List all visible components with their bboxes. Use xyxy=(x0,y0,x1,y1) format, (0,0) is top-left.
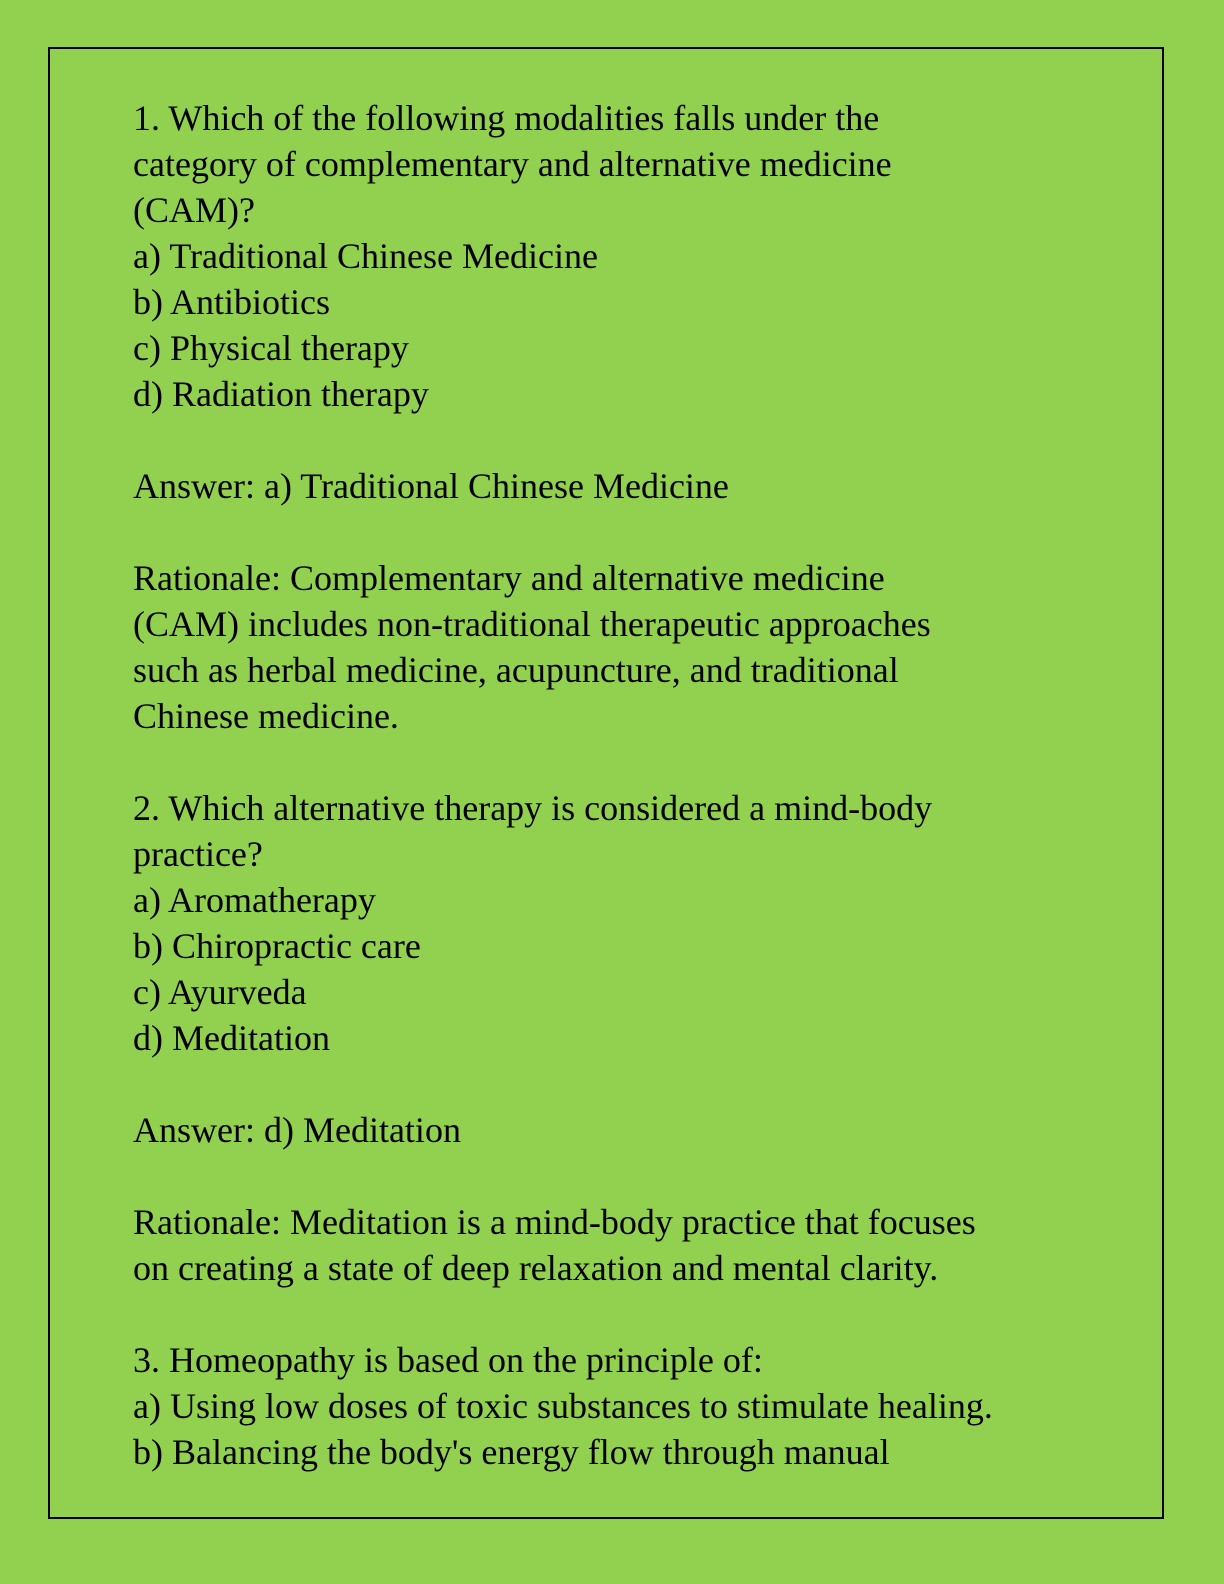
question-2-option-c: c) Ayurveda xyxy=(133,972,307,1012)
question-2-option-d: d) Meditation xyxy=(133,1018,330,1058)
spacer xyxy=(133,509,1123,555)
question-1-rationale-line-2: (CAM) includes non-traditional therapeutic approaches xyxy=(133,604,931,644)
question-3-text-line-1: 3. Homeopathy is based on the principle of: xyxy=(133,1340,763,1380)
question-2-text-line-2: practice? xyxy=(133,834,263,874)
question-2-option-b: b) Chiropractic care xyxy=(133,926,421,966)
question-2-answer: Answer: d) Meditation xyxy=(133,1110,461,1150)
question-1-text-line-2: category of complementary and alternative medicine xyxy=(133,144,892,184)
question-1-option-c: c) Physical therapy xyxy=(133,328,409,368)
spacer xyxy=(133,417,1123,463)
question-1-option-d: d) Radiation therapy xyxy=(133,374,429,414)
spacer xyxy=(133,1291,1123,1337)
question-block-2 xyxy=(133,785,1123,1291)
quiz-content xyxy=(133,95,1123,1475)
question-1-answer: Answer: a) Traditional Chinese Medicine xyxy=(133,466,729,506)
question-2-rationale-line-1: Rationale: Meditation is a mind-body practice that focuses xyxy=(133,1202,976,1242)
question-1-option-a: a) Traditional Chinese Medicine xyxy=(133,236,598,276)
spacer xyxy=(133,1061,1123,1107)
question-1-text-line-1: 1. Which of the following modalities falls under the xyxy=(133,98,880,138)
question-block-3 xyxy=(133,1337,1123,1475)
question-1-rationale-line-4: Chinese medicine. xyxy=(133,696,399,736)
question-1-option-b: b) Antibiotics xyxy=(133,282,330,322)
question-3-option-a: a) Using low doses of toxic substances to stimulate healing. xyxy=(133,1386,993,1426)
spacer xyxy=(133,1153,1123,1199)
question-1-rationale-line-3: such as herbal medicine, acupuncture, and traditional xyxy=(133,650,899,690)
question-2-option-a: a) Aromatherapy xyxy=(133,880,376,920)
question-1-text-line-3: (CAM)? xyxy=(133,190,255,230)
question-2-rationale-line-2: on creating a state of deep relaxation and mental clarity. xyxy=(133,1248,939,1288)
spacer xyxy=(133,739,1123,785)
question-1-rationale-line-1: Rationale: Complementary and alternative medicine xyxy=(133,558,885,598)
question-3-option-b: b) Balancing the body's energy flow through manual xyxy=(133,1432,890,1472)
question-2-text-line-1: 2. Which alternative therapy is considered a mind-body xyxy=(133,788,933,828)
question-block-1 xyxy=(133,95,1123,739)
